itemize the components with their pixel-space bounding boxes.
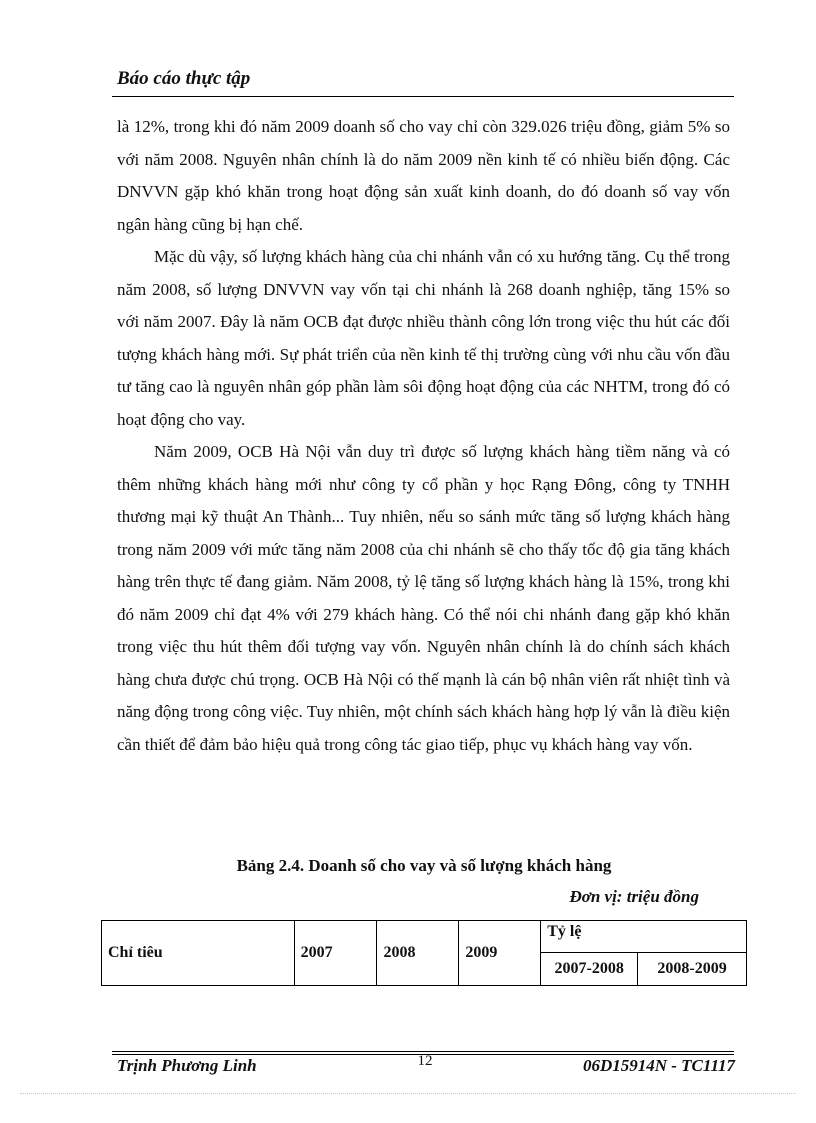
paragraph-continuation: là 12%, trong khi đó năm 2009 doanh số cho vay chỉ còn 329.026 triệu đồng, giảm 5% so với năm 2008. Nguyên nhân chính là do năm 2009 nền kinh tế có nhiều biến động. Các DNVVN gặp khó khăn trong hoạt động sản xuất kinh doanh, do đó doanh số vay vốn ngân hàng cũng bị hạn chế. (117, 117, 730, 234)
table-unit-label: Đơn vị: triệu đồng (569, 887, 699, 906)
page-edge-dotted-line (20, 1093, 796, 1094)
header-divider (112, 96, 734, 97)
header-year-2008: 2008 (377, 921, 459, 986)
header-ratio-2007-2008: 2007-2008 (541, 953, 638, 986)
header-year-2009: 2009 (459, 921, 541, 986)
loan-customer-table (101, 920, 747, 986)
body-text (117, 111, 730, 761)
header-indicator: Chỉ tiêu (102, 921, 295, 986)
paragraph-customer-growth: Mặc dù vậy, số lượng khách hàng của chi nhánh vẫn có xu hướng tăng. Cụ thể trong năm 2008, số lượng DNVVN vay vốn tại chi nhánh là 268 doanh nghiệp, tăng 15% so với năm 2007. Đây là năm OCB đạt được nhiều thành công lớn trong việc thu hút các đối tượng khách hàng mới. Sự phát triển của nền kinh tế thị trường cùng với nhu cầu vốn đầu tư tăng cao là nguyên nhân góp phần làm sôi động hoạt động của các NHTM, trong đó có hoạt động cho vay. (117, 247, 730, 429)
report-header-title: Báo cáo thực tập (117, 68, 251, 89)
header-year-2007: 2007 (294, 921, 377, 986)
header-ratio-2008-2009: 2008-2009 (638, 953, 747, 986)
page-number: 12 (417, 1053, 433, 1069)
header-ratio: Tỷ lệ (541, 921, 747, 953)
footer-student-code: 06D15914N - TC1117 (582, 1056, 735, 1075)
footer-author: Trịnh Phương Linh (117, 1056, 257, 1075)
footer-divider-top (112, 1051, 734, 1052)
table-caption: Bảng 2.4. Doanh số cho vay và số lượng khách hàng (236, 856, 612, 875)
paragraph-2009-analysis: Năm 2009, OCB Hà Nội vẫn duy trì được số lượng khách hàng tiềm năng và có thêm những khách hàng mới như công ty cổ phần y học Rạng Đông, công ty TNHH thương mại kỹ thuật An Thành... Tuy nhiên, nếu so sánh mức tăng số lượng khách hàng trong năm 2009 với mức tăng năm 2008 của chi nhánh sẽ cho thấy tốc độ gia tăng khách hàng trên thực tế đang giảm. Năm 2008, tỷ lệ tăng số lượng khách hàng là 15%, trong khi đó năm 2009 chỉ đạt 4% với 279 khách hàng. Có thể nói chi nhánh đang gặp khó khăn trong việc thu hút thêm đối tượng vay vốn. Nguyên nhân chính là do chính sách khách hàng chưa được chú trọng. OCB Hà Nội có thế mạnh là cán bộ nhân viên rất nhiệt tình và năng động trong công việc. Tuy nhiên, một chính sách khách hàng hợp lý vẫn là điều kiện cần thiết để đảm bảo hiệu quả trong công tác giao tiếp, phục vụ khách hàng vay vốn. (117, 442, 730, 754)
